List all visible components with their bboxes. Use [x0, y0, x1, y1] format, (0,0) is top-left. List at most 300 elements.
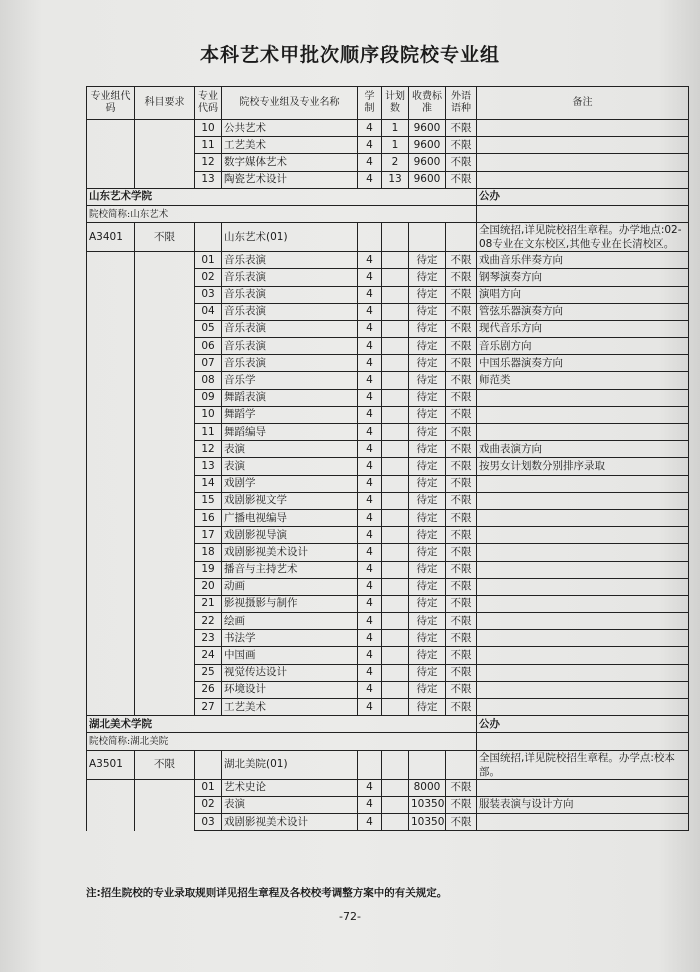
- school-name: 湖北美术学院: [87, 716, 477, 733]
- major-code: 11: [195, 424, 222, 441]
- major-note: [477, 544, 689, 561]
- page-number: -72-: [339, 910, 361, 923]
- major-plan: [382, 338, 409, 355]
- major-code: 26: [195, 681, 222, 698]
- major-row: [87, 252, 689, 269]
- major-name: 戏剧影视导演: [222, 527, 358, 544]
- major-name: 工艺美术: [222, 699, 358, 716]
- group-note: 全国统招,详见院校招生章程。办学点:校本部。: [477, 750, 689, 779]
- major-duration: 4: [358, 544, 382, 561]
- major-fee: 9600: [409, 120, 446, 137]
- major-duration: 4: [358, 303, 382, 320]
- major-name: 广播电视编导: [222, 509, 358, 526]
- group-code-cell: [87, 269, 135, 286]
- school-row: [87, 188, 689, 205]
- major-lang: 不限: [446, 630, 477, 647]
- major-name: 环境设计: [222, 681, 358, 698]
- subject-cell: [135, 137, 195, 154]
- major-note: [477, 681, 689, 698]
- major-note: [477, 561, 689, 578]
- group-code-cell: [87, 630, 135, 647]
- major-duration: 4: [358, 699, 382, 716]
- subject-cell: [135, 424, 195, 441]
- major-plan: [382, 647, 409, 664]
- enrollment-table: [86, 86, 689, 831]
- group-code-cell: [87, 424, 135, 441]
- major-code: 19: [195, 561, 222, 578]
- group-code-cell: [87, 492, 135, 509]
- major-duration: 4: [358, 779, 382, 796]
- major-plan: [382, 578, 409, 595]
- major-name: 表演: [222, 796, 358, 813]
- major-note: [477, 699, 689, 716]
- subject-cell: [135, 320, 195, 337]
- major-duration: 4: [358, 475, 382, 492]
- major-plan: [382, 595, 409, 612]
- major-name: 公共艺术: [222, 120, 358, 137]
- major-code: 02: [195, 269, 222, 286]
- subject-cell: [135, 389, 195, 406]
- major-fee: 待定: [409, 630, 446, 647]
- group-code-cell: [87, 527, 135, 544]
- group-code-cell: [87, 137, 135, 154]
- major-code: 22: [195, 613, 222, 630]
- major-plan: [382, 796, 409, 813]
- header-note: 备注: [477, 87, 689, 120]
- major-duration: 4: [358, 796, 382, 813]
- subject-cell: [135, 544, 195, 561]
- group-duration: [358, 223, 382, 252]
- major-duration: 4: [358, 355, 382, 372]
- school-name: 山东艺术学院: [87, 188, 477, 205]
- major-row: [87, 441, 689, 458]
- major-note: [477, 154, 689, 171]
- major-plan: [382, 681, 409, 698]
- major-code: 27: [195, 699, 222, 716]
- major-row: [87, 389, 689, 406]
- major-fee: 待定: [409, 578, 446, 595]
- group-code-cell: [87, 475, 135, 492]
- group-code-cell: [87, 681, 135, 698]
- major-code: 18: [195, 544, 222, 561]
- major-duration: 4: [358, 137, 382, 154]
- major-duration: 4: [358, 509, 382, 526]
- major-code: 15: [195, 492, 222, 509]
- subject-cell: [135, 338, 195, 355]
- major-row: [87, 664, 689, 681]
- major-name: 影视摄影与制作: [222, 595, 358, 612]
- subject-cell: [135, 681, 195, 698]
- major-duration: 4: [358, 681, 382, 698]
- major-lang: 不限: [446, 355, 477, 372]
- major-duration: 4: [358, 372, 382, 389]
- group-code-cell: [87, 664, 135, 681]
- major-plan: [382, 509, 409, 526]
- major-plan: [382, 813, 409, 830]
- major-plan: [382, 252, 409, 269]
- group-plan: [382, 750, 409, 779]
- major-code: 03: [195, 286, 222, 303]
- major-note: [477, 613, 689, 630]
- major-name: 播音与主持艺术: [222, 561, 358, 578]
- group-code-cell: [87, 813, 135, 830]
- major-lang: 不限: [446, 424, 477, 441]
- major-plan: [382, 779, 409, 796]
- major-lang: 不限: [446, 171, 477, 188]
- major-lang: 不限: [446, 595, 477, 612]
- group-code-cell: [87, 458, 135, 475]
- group-code-cell: [87, 154, 135, 171]
- subject-cell: [135, 441, 195, 458]
- major-code: 21: [195, 595, 222, 612]
- group-code: A3501: [87, 750, 135, 779]
- group-code-cell: [87, 647, 135, 664]
- group-row: [87, 223, 689, 252]
- major-fee: 待定: [409, 338, 446, 355]
- major-row: [87, 171, 689, 188]
- major-code: 02: [195, 796, 222, 813]
- major-note: 戏曲表演方向: [477, 441, 689, 458]
- subject-cell: [135, 779, 195, 796]
- major-code: 13: [195, 171, 222, 188]
- major-lang: 不限: [446, 320, 477, 337]
- group-code-cell: [87, 613, 135, 630]
- school-abbr: 院校简称:湖北美院: [87, 733, 477, 750]
- major-row: [87, 269, 689, 286]
- group-major-code: [195, 750, 222, 779]
- major-name: 视觉传达设计: [222, 664, 358, 681]
- major-fee: 待定: [409, 544, 446, 561]
- major-duration: 4: [358, 458, 382, 475]
- major-code: 01: [195, 252, 222, 269]
- major-plan: [382, 372, 409, 389]
- major-fee: 待定: [409, 303, 446, 320]
- major-code: 03: [195, 813, 222, 830]
- header-fee: 收费标准: [409, 87, 446, 120]
- school-row: [87, 716, 689, 733]
- major-plan: 1: [382, 120, 409, 137]
- major-lang: 不限: [446, 613, 477, 630]
- major-name: 音乐表演: [222, 252, 358, 269]
- major-plan: [382, 389, 409, 406]
- major-row: [87, 406, 689, 423]
- major-fee: 待定: [409, 561, 446, 578]
- major-lang: 不限: [446, 252, 477, 269]
- major-row: [87, 527, 689, 544]
- major-note: [477, 389, 689, 406]
- major-name: 工艺美术: [222, 137, 358, 154]
- group-row: [87, 750, 689, 779]
- major-row: [87, 338, 689, 355]
- subject-cell: [135, 154, 195, 171]
- major-plan: [382, 527, 409, 544]
- major-note: [477, 595, 689, 612]
- major-lang: 不限: [446, 578, 477, 595]
- group-major-code: [195, 223, 222, 252]
- header-duration: 学制: [358, 87, 382, 120]
- group-name: 山东艺术(01): [222, 223, 358, 252]
- major-plan: [382, 664, 409, 681]
- subject-cell: [135, 475, 195, 492]
- footer-note: 注:招生院校的专业录取规则详见招生章程及各校校考调整方案中的有关规定。: [86, 887, 448, 899]
- major-duration: 4: [358, 492, 382, 509]
- major-note: [477, 137, 689, 154]
- major-lang: 不限: [446, 681, 477, 698]
- major-fee: 待定: [409, 527, 446, 544]
- major-lang: 不限: [446, 664, 477, 681]
- major-duration: 4: [358, 630, 382, 647]
- major-code: 07: [195, 355, 222, 372]
- major-plan: [382, 613, 409, 630]
- major-plan: [382, 561, 409, 578]
- subject-cell: [135, 578, 195, 595]
- major-code: 20: [195, 578, 222, 595]
- major-fee: 待定: [409, 509, 446, 526]
- subject-cell: [135, 458, 195, 475]
- group-lang: [446, 223, 477, 252]
- subject-cell: [135, 120, 195, 137]
- major-code: 08: [195, 372, 222, 389]
- school-abbr-note: [477, 733, 689, 750]
- major-fee: 待定: [409, 355, 446, 372]
- major-note: [477, 813, 689, 830]
- major-lang: 不限: [446, 372, 477, 389]
- group-code-cell: [87, 595, 135, 612]
- major-name: 书法学: [222, 630, 358, 647]
- major-note: [477, 779, 689, 796]
- header-lang: 外语语种: [446, 87, 477, 120]
- subject-cell: [135, 630, 195, 647]
- major-lang: 不限: [446, 509, 477, 526]
- major-fee: 待定: [409, 647, 446, 664]
- major-row: [87, 595, 689, 612]
- major-code: 14: [195, 475, 222, 492]
- subject-cell: [135, 355, 195, 372]
- major-note: [477, 647, 689, 664]
- major-code: 17: [195, 527, 222, 544]
- major-fee: 待定: [409, 613, 446, 630]
- major-row: [87, 561, 689, 578]
- major-name: 动画: [222, 578, 358, 595]
- major-fee: 待定: [409, 441, 446, 458]
- header-subject-req: 科目要求: [135, 87, 195, 120]
- group-code-cell: [87, 779, 135, 796]
- table-header: [87, 87, 689, 120]
- group-code-cell: [87, 303, 135, 320]
- header-group-code: 专业组代码: [87, 87, 135, 120]
- major-note: 服装表演与设计方向: [477, 796, 689, 813]
- major-name: 戏剧影视美术设计: [222, 544, 358, 561]
- major-fee: 待定: [409, 286, 446, 303]
- group-code-cell: [87, 544, 135, 561]
- major-lang: 不限: [446, 286, 477, 303]
- group-code-cell: [87, 355, 135, 372]
- major-fee: 待定: [409, 475, 446, 492]
- major-row: [87, 137, 689, 154]
- major-duration: 4: [358, 171, 382, 188]
- page-title: 本科艺术甲批次顺序段院校专业组: [199, 44, 500, 66]
- major-name: 音乐表演: [222, 355, 358, 372]
- major-note: 音乐剧方向: [477, 338, 689, 355]
- subject-cell: [135, 527, 195, 544]
- major-duration: 4: [358, 561, 382, 578]
- group-fee: [409, 750, 446, 779]
- group-code-cell: [87, 561, 135, 578]
- group-subject: 不限: [135, 223, 195, 252]
- major-duration: 4: [358, 613, 382, 630]
- group-code-cell: [87, 389, 135, 406]
- major-plan: 1: [382, 137, 409, 154]
- header-name: 院校专业组及专业名称: [222, 87, 358, 120]
- subject-cell: [135, 372, 195, 389]
- major-fee: 待定: [409, 424, 446, 441]
- group-code-cell: [87, 699, 135, 716]
- major-plan: [382, 286, 409, 303]
- major-row: [87, 303, 689, 320]
- major-lang: 不限: [446, 813, 477, 830]
- major-duration: 4: [358, 252, 382, 269]
- major-fee: 10350: [409, 796, 446, 813]
- group-code-cell: [87, 441, 135, 458]
- major-code: 25: [195, 664, 222, 681]
- major-plan: [382, 475, 409, 492]
- major-plan: [382, 320, 409, 337]
- major-fee: 9600: [409, 171, 446, 188]
- major-plan: [382, 269, 409, 286]
- major-fee: 8000: [409, 779, 446, 796]
- major-lang: 不限: [446, 561, 477, 578]
- major-plan: [382, 424, 409, 441]
- subject-cell: [135, 492, 195, 509]
- major-name: 表演: [222, 458, 358, 475]
- major-name: 数字媒体艺术: [222, 154, 358, 171]
- group-code-cell: [87, 406, 135, 423]
- major-note: [477, 630, 689, 647]
- major-plan: [382, 355, 409, 372]
- major-fee: 待定: [409, 406, 446, 423]
- major-name: 戏剧学: [222, 475, 358, 492]
- subject-cell: [135, 595, 195, 612]
- major-name: 舞蹈编导: [222, 424, 358, 441]
- subject-cell: [135, 796, 195, 813]
- major-name: 戏剧影视文学: [222, 492, 358, 509]
- major-lang: 不限: [446, 120, 477, 137]
- major-fee: 待定: [409, 320, 446, 337]
- subject-cell: [135, 561, 195, 578]
- major-name: 中国画: [222, 647, 358, 664]
- major-lang: 不限: [446, 647, 477, 664]
- major-duration: 4: [358, 527, 382, 544]
- major-fee: 待定: [409, 372, 446, 389]
- major-row: [87, 424, 689, 441]
- major-plan: [382, 406, 409, 423]
- major-note: [477, 509, 689, 526]
- major-name: 陶瓷艺术设计: [222, 171, 358, 188]
- major-code: 04: [195, 303, 222, 320]
- major-row: [87, 492, 689, 509]
- header-major-code: 专业代码: [195, 87, 222, 120]
- school-type: 公办: [477, 716, 689, 733]
- major-name: 音乐表演: [222, 338, 358, 355]
- major-plan: [382, 630, 409, 647]
- major-row: [87, 154, 689, 171]
- major-code: 16: [195, 509, 222, 526]
- major-row: [87, 681, 689, 698]
- major-note: [477, 527, 689, 544]
- group-code-cell: [87, 286, 135, 303]
- major-lang: 不限: [446, 338, 477, 355]
- major-note: 现代音乐方向: [477, 320, 689, 337]
- major-fee: 待定: [409, 252, 446, 269]
- major-note: 按男女计划数分别排序录取: [477, 458, 689, 475]
- major-code: 05: [195, 320, 222, 337]
- group-code: A3401: [87, 223, 135, 252]
- major-lang: 不限: [446, 389, 477, 406]
- major-duration: 4: [358, 154, 382, 171]
- major-code: 11: [195, 137, 222, 154]
- major-name: 音乐表演: [222, 320, 358, 337]
- major-row: [87, 647, 689, 664]
- major-fee: 待定: [409, 699, 446, 716]
- major-row: [87, 630, 689, 647]
- major-note: [477, 171, 689, 188]
- subject-cell: [135, 252, 195, 269]
- major-note: 中国乐器演奏方向: [477, 355, 689, 372]
- major-code: 10: [195, 120, 222, 137]
- major-note: [477, 406, 689, 423]
- major-duration: 4: [358, 120, 382, 137]
- school-abbr: 院校简称:山东艺术: [87, 205, 477, 222]
- major-duration: 4: [358, 389, 382, 406]
- major-fee: 待定: [409, 681, 446, 698]
- major-plan: [382, 699, 409, 716]
- major-note: [477, 664, 689, 681]
- major-row: [87, 458, 689, 475]
- major-lang: 不限: [446, 458, 477, 475]
- subject-cell: [135, 286, 195, 303]
- major-duration: 4: [358, 441, 382, 458]
- major-note: [477, 578, 689, 595]
- major-duration: 4: [358, 269, 382, 286]
- major-plan: [382, 544, 409, 561]
- major-name: 戏剧影视美术设计: [222, 813, 358, 830]
- major-plan: 2: [382, 154, 409, 171]
- major-name: 表演: [222, 441, 358, 458]
- major-lang: 不限: [446, 796, 477, 813]
- major-fee: 9600: [409, 154, 446, 171]
- group-subject: 不限: [135, 750, 195, 779]
- major-duration: 4: [358, 286, 382, 303]
- subject-cell: [135, 813, 195, 830]
- major-plan: 13: [382, 171, 409, 188]
- major-duration: 4: [358, 320, 382, 337]
- major-row: [87, 320, 689, 337]
- group-code-cell: [87, 338, 135, 355]
- group-code-cell: [87, 252, 135, 269]
- major-lang: 不限: [446, 137, 477, 154]
- major-note: 演唱方向: [477, 286, 689, 303]
- subject-cell: [135, 647, 195, 664]
- subject-cell: [135, 303, 195, 320]
- major-fee: 待定: [409, 595, 446, 612]
- major-lang: 不限: [446, 406, 477, 423]
- major-row: [87, 355, 689, 372]
- major-lang: 不限: [446, 699, 477, 716]
- group-code-cell: [87, 509, 135, 526]
- major-code: 10: [195, 406, 222, 423]
- major-code: 12: [195, 154, 222, 171]
- header-plan: 计划数: [382, 87, 409, 120]
